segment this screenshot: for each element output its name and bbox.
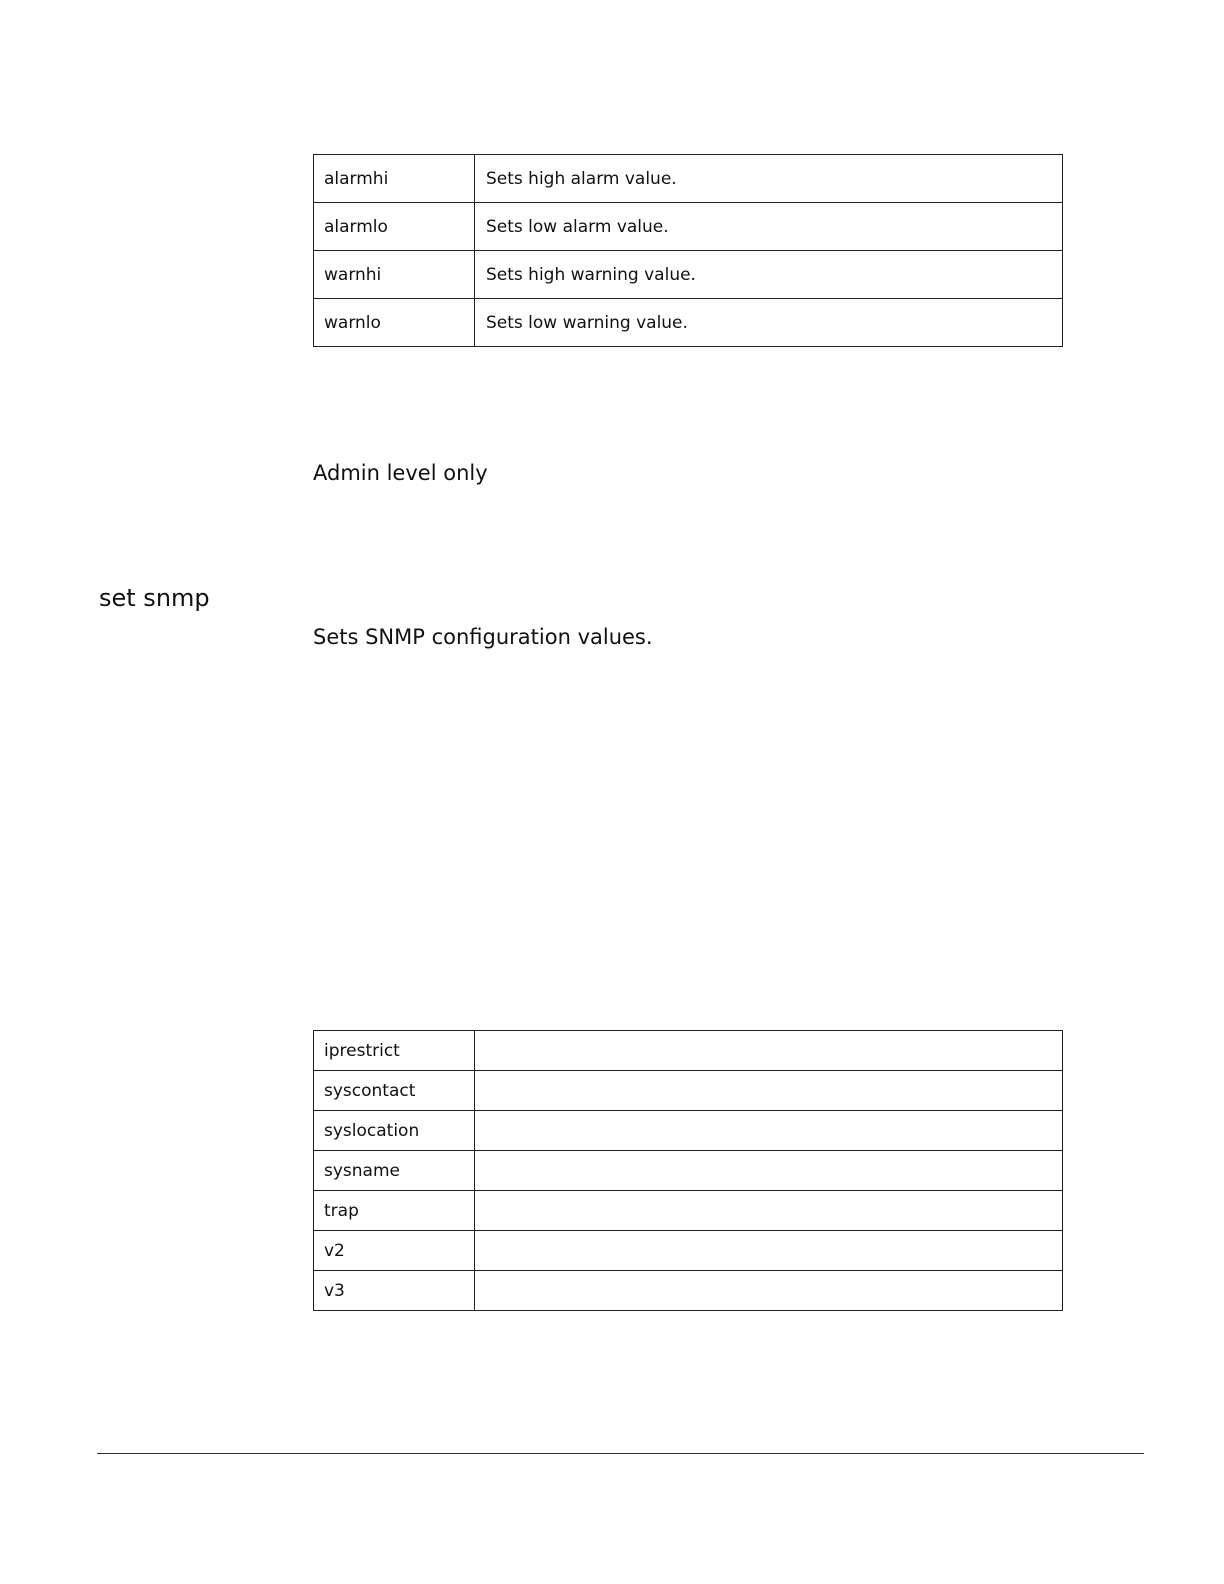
parameter-name: alarmhi bbox=[314, 155, 475, 203]
parameter-description bbox=[475, 1071, 1063, 1111]
parameter-name: warnlo bbox=[314, 299, 475, 347]
threshold-parameter-table bbox=[313, 154, 1063, 347]
snmp-parameter-table bbox=[313, 1030, 1063, 1311]
parameter-description: Sets high alarm value. bbox=[475, 155, 1063, 203]
table-row bbox=[314, 1271, 1063, 1311]
parameter-description: Sets high warning value. bbox=[475, 251, 1063, 299]
parameter-name: trap bbox=[314, 1191, 475, 1231]
parameter-description: Sets low alarm value. bbox=[475, 203, 1063, 251]
parameter-description bbox=[475, 1271, 1063, 1311]
table-row bbox=[314, 1231, 1063, 1271]
section-description: Sets SNMP configuration values. bbox=[313, 625, 653, 649]
parameter-name: warnhi bbox=[314, 251, 475, 299]
table-row bbox=[314, 1071, 1063, 1111]
parameter-description: Sets low warning value. bbox=[475, 299, 1063, 347]
table-row bbox=[314, 251, 1063, 299]
table-row bbox=[314, 299, 1063, 347]
section-title: set snmp bbox=[99, 584, 210, 612]
parameter-name: alarmlo bbox=[314, 203, 475, 251]
parameter-description bbox=[475, 1231, 1063, 1271]
parameter-name: syslocation bbox=[314, 1111, 475, 1151]
table-row bbox=[314, 1031, 1063, 1071]
parameter-description bbox=[475, 1151, 1063, 1191]
parameter-name: iprestrict bbox=[314, 1031, 475, 1071]
table-row bbox=[314, 203, 1063, 251]
parameter-description bbox=[475, 1031, 1063, 1071]
parameter-description bbox=[475, 1111, 1063, 1151]
access-level-note: Admin level only bbox=[313, 461, 488, 485]
parameter-name: sysname bbox=[314, 1151, 475, 1191]
parameter-name: v3 bbox=[314, 1271, 475, 1311]
parameter-description bbox=[475, 1191, 1063, 1231]
table-row bbox=[314, 1191, 1063, 1231]
parameter-name: v2 bbox=[314, 1231, 475, 1271]
table-row bbox=[314, 155, 1063, 203]
table-row bbox=[314, 1111, 1063, 1151]
footer-divider bbox=[97, 1453, 1144, 1454]
table-row bbox=[314, 1151, 1063, 1191]
parameter-name: syscontact bbox=[314, 1071, 475, 1111]
